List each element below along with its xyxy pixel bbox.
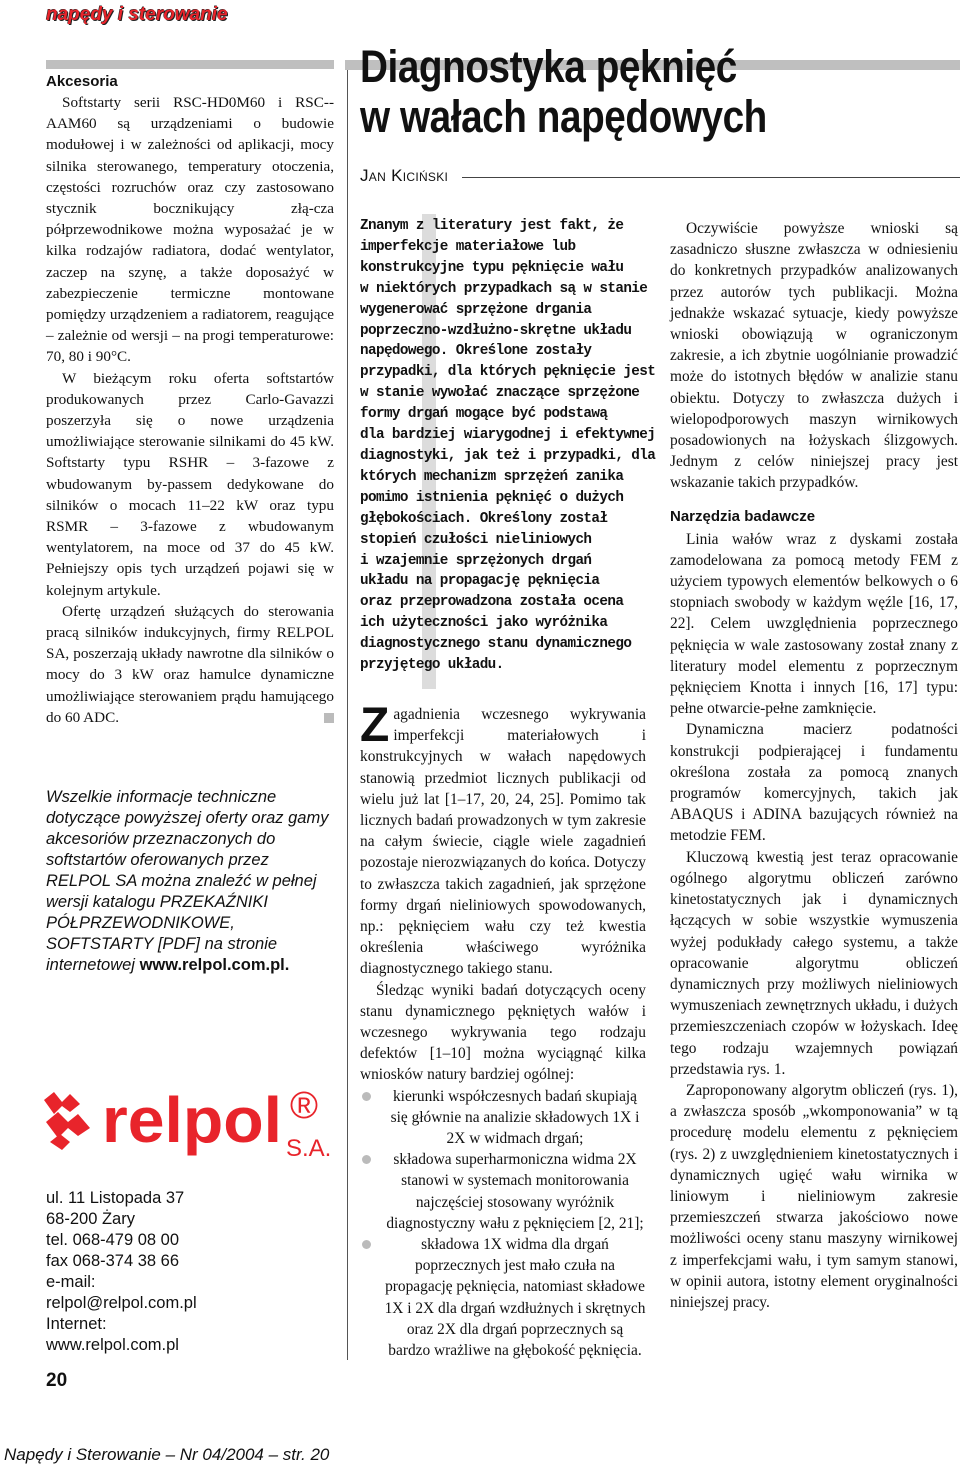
article-column-2	[360, 699, 646, 1361]
lead-line: konstrukcyjne typu pęknięcie wału	[360, 259, 624, 276]
contact-line: 68-200 Żary	[46, 1210, 135, 1228]
end-mark-icon	[324, 713, 334, 723]
author-rule	[462, 177, 960, 178]
lead-line: imperfekcje materiałowe lub	[360, 238, 576, 255]
list-item: składowa 1X widma dla drgań poprzecznych jest mało czuła na propagację pęknięcia, natomiast składowe 1X i 2X dla drgań wzdłużnych i skrętnych oraz 2X dla drgań poprzecznych są bardzo wrażliwe na głębokość pęknięcia.	[360, 1234, 646, 1361]
body-paragraph: Linia wałów wraz z dyskami została zamodelowana za pomocą metody FEM z użyciem typowych elementów belkowych o 6 stopniach swobody w każdym węźle [16, 17, 22]. Celem uwzględnienia poprzecznego pęknięcia w wale zastosowany został znany z literatury model elementu z poprzecznym pęknięciem Knotta i innych [16, 17] typu: pełne otwarcie-pełne zamknięcie.	[670, 530, 958, 718]
bullet-icon	[362, 1155, 371, 1164]
sidebar-paragraph: Softstarty serii RSC-HD0M60 i RSC--AAM60 są urządzeniami o budowie modułowej i w zależności od aplikacji, mocy silnika sterowanego, temperatury otoczenia, częstości rozruchów oraz czy zastosowano stycznik bocznikujący złą-cza półprzewodnikowe można wyposażać je w kilka rodzajów radiatora, dodać wentylator, zaczep na szynę, a także doposażyć w zabezpieczenie termiczne montowane pomiędzy urządzeniem a radiatorem, reagujące – zależnie od wersji – na progi temperaturowe: 70, 80 i 90°C.	[46, 94, 334, 366]
article-author: Jan Kiciński	[360, 166, 449, 185]
page-footer: Napędy i Sterowanie – Nr 04/2004 – str. 20	[4, 1445, 330, 1464]
lead-line: poprzeczno-wzdłużno-skrętne układu	[360, 322, 632, 339]
lead-line: napędowego. Określone zostały	[360, 343, 592, 360]
lead-line: diagnostyki, jak też i przypadki, dla	[360, 447, 656, 464]
list-item: kierunki współczesnych badań skupiają się głównie na analizie składowych 1X i 2X w widmach drgań;	[360, 1086, 646, 1150]
sidebar-paragraph	[46, 601, 334, 728]
lead-line: w stanie wywołać znaczące sprzężone	[360, 385, 640, 402]
body-paragraph: Dynamiczna macierz podatności konstrukcji podpierającej i fundamentu określona została za pomocą znanych programów komercyjnych, takich jak ABAQUS i ADINA bazujących również na metodzie FEM.	[670, 721, 958, 845]
lead-line: wygenerować sprzężone drgania	[360, 301, 592, 318]
column-divider	[347, 70, 348, 1360]
info-note: Wszelkie informacje techniczne dotyczące powyższej oferty oraz gamy akcesoriów przeznaczonych do softstartów oferowanych przez RELPOL SA można znaleźć w pełnej wersji katalogu PRZEKAŹNIKI PÓŁPRZEWODNIKOWE, SOFTSTARTY [PDF] na stronie internetowej www.relpol.com.pl.	[46, 788, 329, 974]
contact-line: e-mail:	[46, 1273, 96, 1291]
article-title-line: Diagnostyka pęknięć	[360, 41, 737, 92]
list-item: składowa superharmoniczna widma 2X stanowi w systemach monitorowania najczęściej stosowany wyróżnik diagnostyczny wału z pęknięciem [2, 21];	[360, 1149, 646, 1234]
lead-line: stopień czułości nieliniowych	[360, 531, 592, 548]
logo-suffix: S.A.	[286, 1135, 332, 1162]
lead-line: ich użyteczności jako wyróżnika	[360, 615, 608, 632]
article-title-line: w wałach napędowych	[360, 91, 767, 142]
info-note-text: Wszelkie informacje techniczne dotyczące powyższej oferty oraz gamy akcesoriów przeznaczonych do softstartów oferowanych przez RELPOL SA można znaleźć w pełnej wersji katalogu PRZEKAŹNIKI PÓŁPRZEWODNIKOWE, SOFTSTARTY [PDF] na stronie internetowej	[46, 788, 329, 974]
bullet-icon	[362, 1240, 371, 1249]
article-lead	[360, 216, 656, 676]
lead-line: diagnostycznego stanu dynamicznego	[360, 636, 632, 653]
lead-line: i wzajemnie sprzężonych drgań	[360, 552, 592, 569]
lead-line: pomimo istnienia pęknięć o dużych	[360, 489, 624, 506]
lead-line: przypadki, dla których pęknięcie jest	[360, 364, 656, 381]
lead-line: Znanym z literatury jest fakt, że	[360, 218, 624, 234]
lead-line: formy drgań mogące być podstawą	[360, 406, 608, 423]
logo-wordmark: relpol	[102, 1084, 282, 1156]
contact-line: ul. 11 Listopada 37	[46, 1189, 185, 1207]
body-paragraph: Oczywiście powyższe wnioski są zasadniczo słuszne zwłaszcza w odniesieniu do konkretnych przypadków analizowanych przez autorów tych publikacji. Można jednakże wskazać sytuacje, kiedy powyższe wnioski obowiązują w ograniczonym zakresie, a ich zbytnie uogólnianie prowadzić może do istotnych błędów w analizie stanu obiektu. Dotyczy to zwłaszcza dużych i wielopodporowych maszyn wirnikowych posadowionych na łożyskach ślizgowych. Jednym z celów niniejszej pracy jest wskazanie takich przypadków.	[670, 220, 958, 492]
body-paragraph: Kluczową kwestią jest teraz opracowanie ogólnego algorytmu obliczeń zarówno kinetostatycznych jak i dynamicznych łączących w sobie wszystkie wymuszenia wyżej podukłady całego systemu, a także opracowanie algorytmu obliczeń dynamicznych przy możliwych nieliniowych wymuszeniach zewnętrznych układu, i dużych przemieszczeniach czopów w łożyskach. Ideę tego rodzaju wzajemnych powiązań przedstawia rys. 1.	[670, 848, 958, 1078]
relpol-logo	[40, 1082, 340, 1162]
lead-line: w niektórych przypadkach są w stanie	[360, 280, 648, 297]
bullet-icon	[362, 1092, 371, 1101]
contact-line: tel. 068-479 08 00	[46, 1231, 180, 1249]
intro-text: agadnienia wczesnego wykrywania imperfekcji materiałowych i konstrukcyjnych w wałach napędowych stanowią przedmiot licznych publikacji od wielu już lat [1–17, 20, 24, 25]. Pomimo tak licznych badań prowadzonych w tym zakresie na całym świecie, ciągle wiele zagadnień pozostaje nierozwiązanych do końca. Dotyczy to zwłaszcza takich zagadnień, jak sprzężone formy drgań nieliniowych spowodowanych, np.: pęknięciem wału czy też kwestia określenia właściwego wyróżnika diagnostycznego takiego stanu.	[360, 706, 646, 978]
relpol-icon	[44, 1092, 90, 1150]
dropcap: Z	[360, 699, 390, 752]
article-title	[360, 42, 767, 142]
sidebar-box	[46, 60, 334, 728]
sidebar-top-rule	[46, 60, 334, 69]
contact-block	[46, 1188, 197, 1356]
contact-website[interactable]: www.relpol.com.pl	[46, 1336, 179, 1354]
lead-line: głębokościach. Określony został	[360, 510, 608, 527]
sidebar-paragraph: W bieżącym roku oferta softstartów produkowanych przez Carlo-Gavazzi poszerzyła się o nowe urządzenia umożliwiające sterowanie silnikami do 45 kW. Softstarty typu RSHR – 3-fazowe z wbudowanym by-passem dedykowane do silników o mocach 11–22 kW oraz typu RSMR – 3-fazowe z wbudowanym wentylatorem, na moce od 37 do 45 kW. Pełniejszy opis tych urządzeń pojawi się w kolejnym artykule.	[46, 369, 334, 599]
lead-line: przyjętego układu.	[360, 657, 504, 674]
lead-line: układu na propagację pęknięcia	[360, 573, 600, 590]
contact-line: Internet:	[46, 1315, 107, 1333]
body-paragraph: Śledząc wyniki badań dotyczących oceny stanu dynamicznego pękniętych wałów i wczesnego wykrywania tego rodzaju defektów [1–10] można wyciągnąć kilka wniosków natury bardziej ogólnej:	[360, 981, 646, 1084]
section-heading: Narzędzia badawcze	[670, 507, 816, 525]
lead-line: oraz przeprowadzona została ocena	[360, 594, 624, 611]
contact-email[interactable]: relpol@relpol.com.pl	[46, 1294, 197, 1312]
page-number: 20	[46, 1370, 68, 1391]
body-paragraph: Zaproponowany algorytm obliczeń (rys. 1), a zwłaszcza sposób „wkomponowania” w tą procedurę modelu elementu z pęknięciem (rys. 2) z uwzględnieniem kinetostatycznych i dynamicznych ugięć wału wirnika w liniowym i nieliniowym zakresie przemieszczeń stwarza jakościowo nowe możliwości oceny stanu maszyny wirnikowej z imperfekcjami wału, i tym samym stanowi, w opinii autora, istotny element oryginalności niniejszej pracy.	[670, 1081, 958, 1311]
registered-icon: ®	[290, 1085, 318, 1127]
lead-line: których mechanizm sprzężeń zanika	[360, 468, 624, 485]
sidebar-title: Akcesoria	[46, 73, 118, 90]
lead-line: dla bardziej wiarygodnej i efektywnej	[360, 427, 656, 444]
section-header: napędy i sterowanie	[46, 4, 228, 25]
sidebar-paragraph-text: Ofertę urządzeń służących do sterowania pracą silników indukcyjnych, firmy RELPOL SA, poszerzają układy nawrotne dla silników o mocy do 3 kW oraz hamulce dynamiczne umożliwiające sterowaniem prądu hamującego do 60 ADC.	[46, 602, 334, 726]
intro-paragraph	[360, 699, 646, 980]
article-column-3	[670, 218, 958, 1313]
info-note-url[interactable]: www.relpol.com.pl	[139, 956, 285, 974]
conclusions-list	[360, 1086, 646, 1362]
contact-line: fax 068-374 38 66	[46, 1252, 180, 1270]
